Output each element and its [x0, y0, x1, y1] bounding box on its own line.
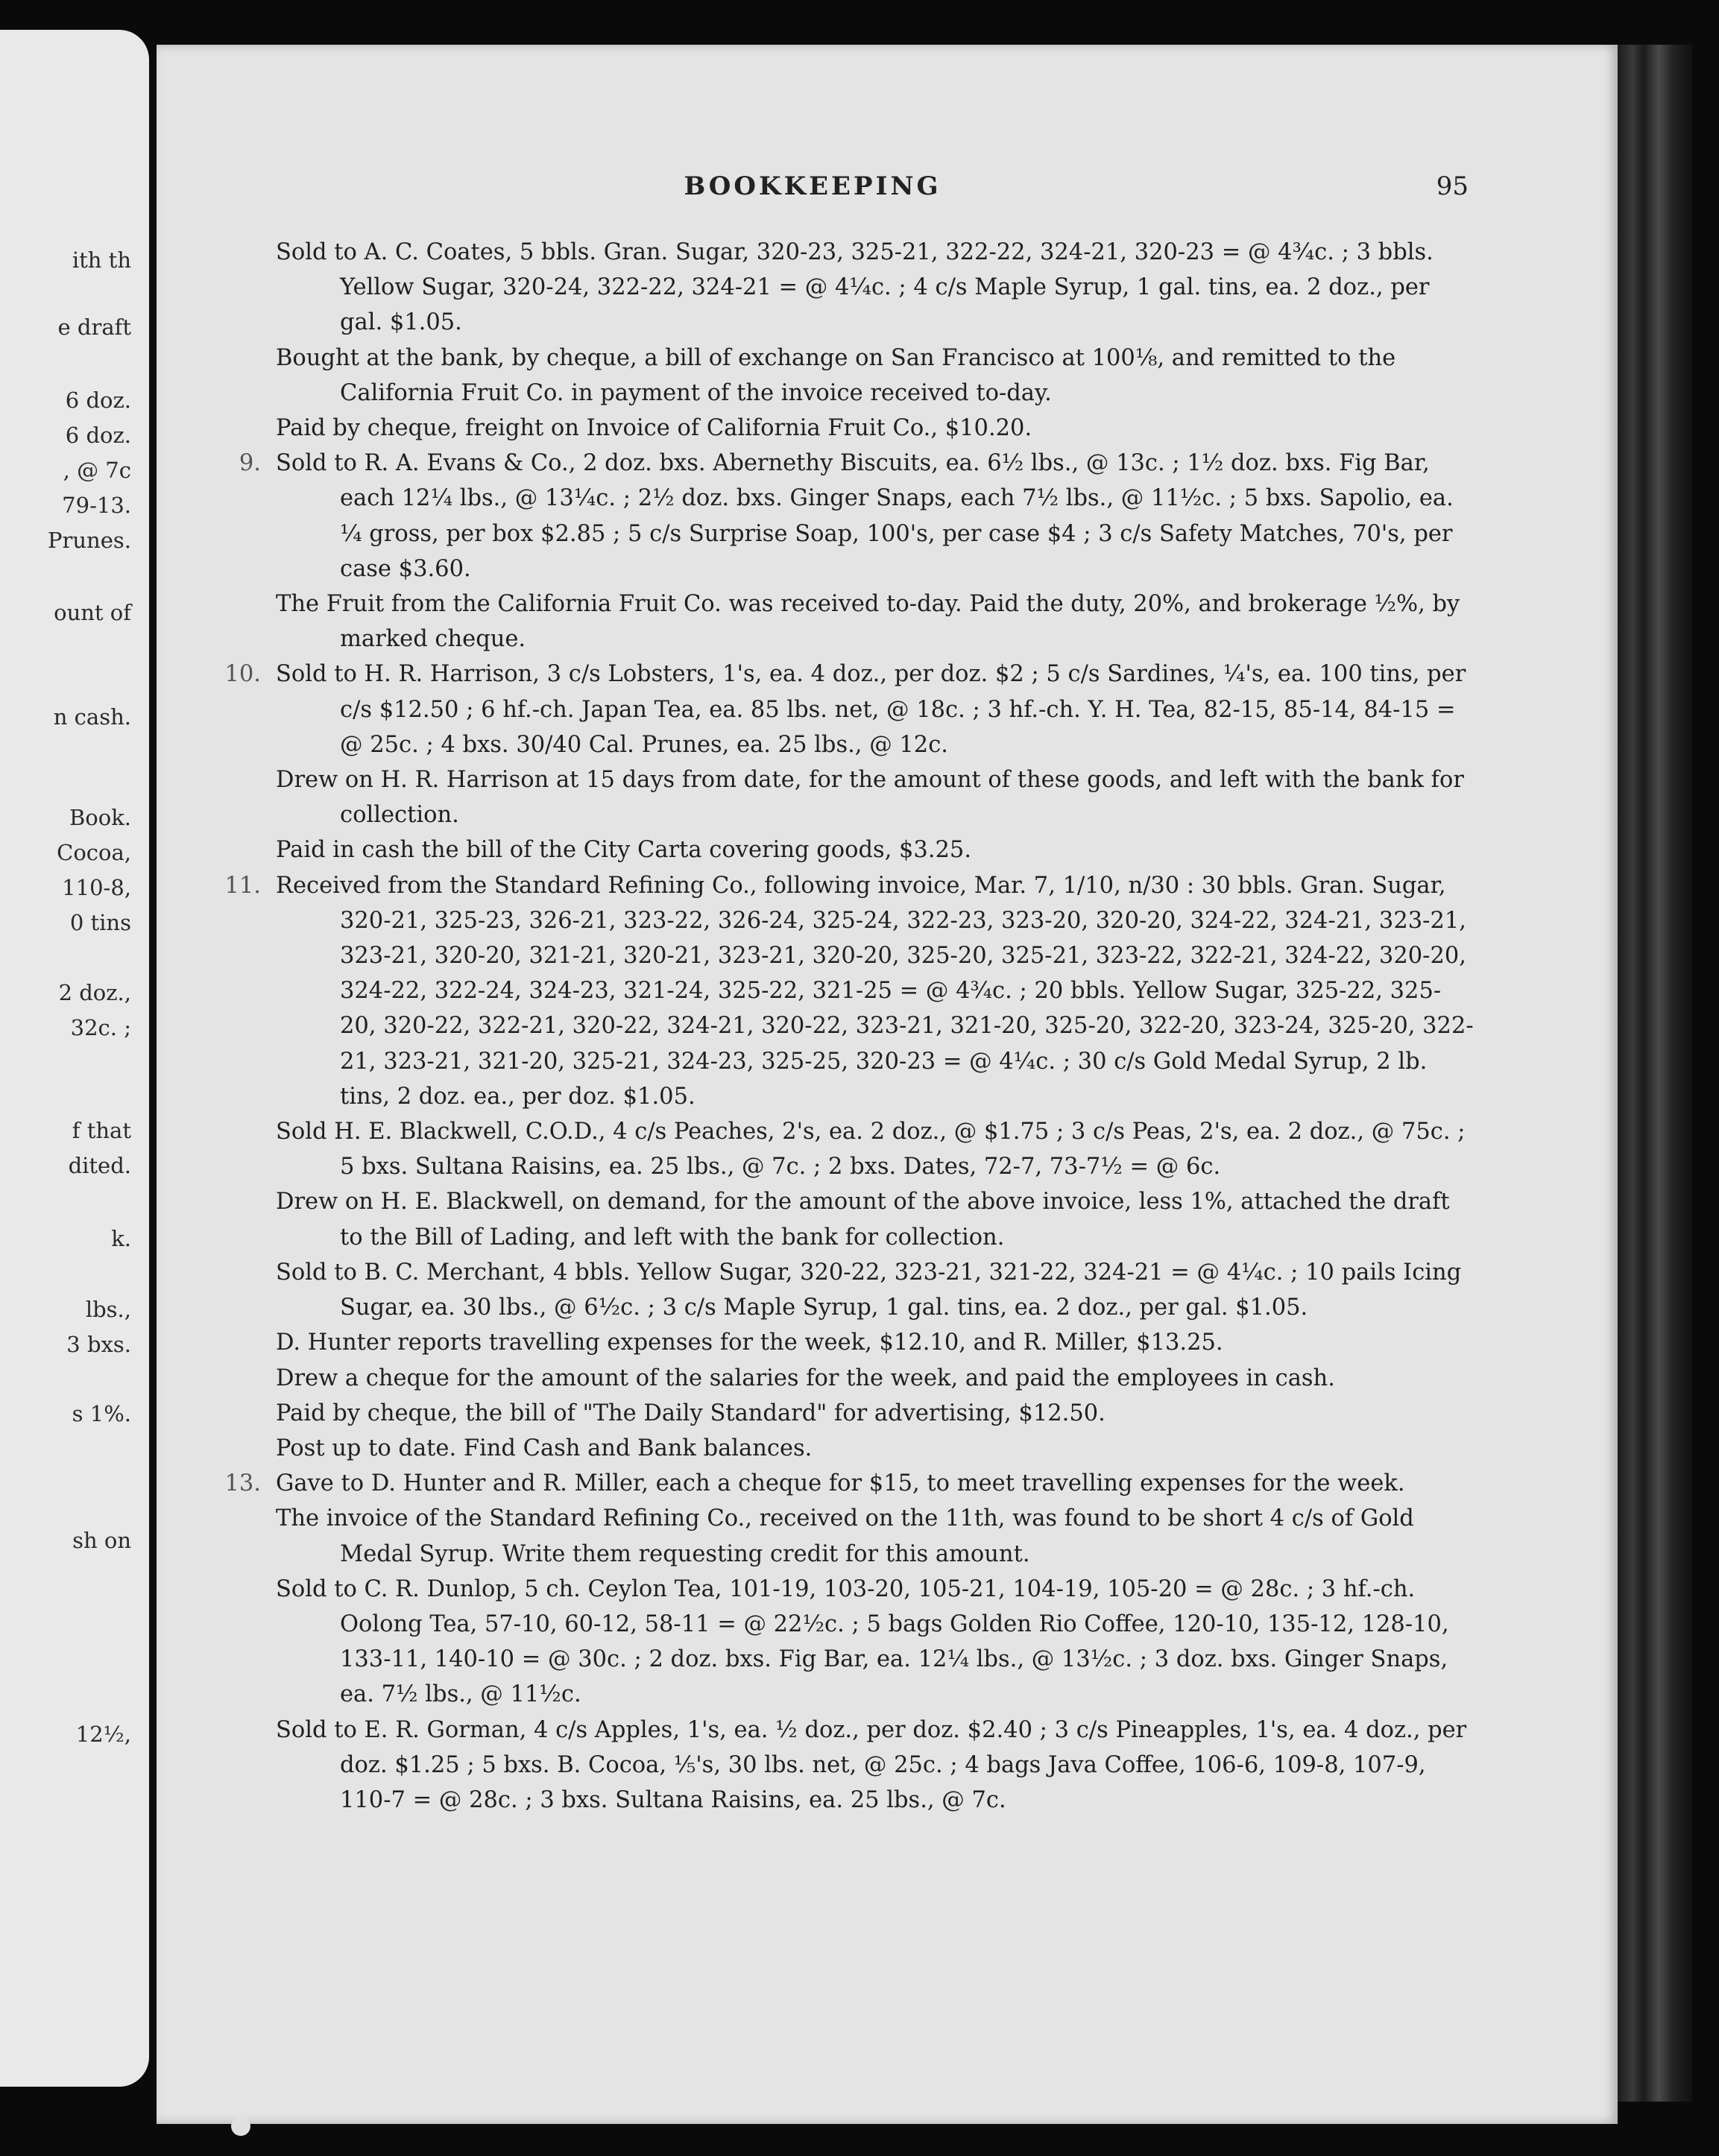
journal-entry [276, 832, 1476, 867]
entry-text: Bought at the bank, by cheque, a bill of exchange on San Francisco at 100⅛, and remitted to the California Fruit Co. in payment of the invoice received to-day. [276, 344, 1396, 406]
entry-text: Drew on H. E. Blackwell, on demand, for the amount of the above invoice, less 1%, attached the draft to the Bill of Lading, and left with the bank for collection. [276, 1189, 1450, 1251]
journal-entry [276, 235, 1476, 341]
entry-text: Post up to date. Find Cash and Bank balances. [276, 1435, 813, 1461]
journal-entry [276, 1572, 1476, 1713]
running-head: BOOKKEEPING [684, 171, 941, 201]
journal-entry [276, 1396, 1476, 1431]
left-fragment: Prunes. [48, 528, 131, 553]
left-fragment: dited. [68, 1153, 131, 1178]
journal-entry [224, 657, 1476, 762]
journal-entry [239, 446, 1476, 587]
entry-text: Sold to H. R. Harrison, 3 c/s Lobsters, 1's, ea. 4 doz., per doz. $2 ; 5 c/s Sardines, ¼'s, ea. 100 tins, per c/s $12.50 ; 6 hf.-ch. Japan Tea, ea. 85 lbs. net, @ 18c. ; 3 hf.-ch. Y. H. Tea, 82-15, 85-14, 84-15 = @ 25c. ; 4 bxs. 30/40 Cal. Prunes, ea. 25 lbs., @ 12c. [276, 661, 1466, 758]
entry-text: Sold to R. A. Evans & Co., 2 doz. bxs. Abernethy Biscuits, ea. 6½ lbs., @ 13c. ; 1½ doz. bxs. Fig Bar, each 12¼ lbs., @ 13¼c. ; 2½ doz. bxs. Ginger Snaps, each 7½ lbs., @ 11½c. ; 5 bxs. Sapolio, ea. ¼ gross, per box $2.85 ; 5 c/s Surprise Soap, 100's, per case $4 ; 3 c/s Safety Matches, 70's, per case $3.60. [276, 450, 1454, 582]
left-fragment: 32c. ; [70, 1015, 131, 1040]
left-fragment: lbs., [85, 1297, 131, 1322]
left-fragment: 6 doz. [65, 388, 131, 413]
left-fragment: 2 doz., [58, 980, 131, 1005]
entry-text: Paid by cheque, freight on Invoice of California Fruit Co., $10.20. [276, 415, 1032, 442]
left-fragment: ith th [72, 247, 131, 273]
left-fragment: k. [111, 1226, 131, 1251]
entry-text: D. Hunter reports travelling expenses for the week, $12.10, and R. Miller, $13.25. [276, 1330, 1223, 1356]
left-fragment: , @ 7c [63, 458, 131, 483]
entry-text: The Fruit from the California Fruit Co. was received to-day. Paid the duty, 20%, and brokerage ½%, by marked cheque. [276, 591, 1460, 653]
left-fragment: Cocoa, [57, 840, 131, 865]
journal-entry [276, 1361, 1476, 1396]
left-fragment: f that [72, 1118, 131, 1143]
journal-entry [224, 1466, 1476, 1501]
left-fragment: 3 bxs. [66, 1332, 131, 1357]
left-fragment: ount of [54, 600, 131, 625]
entry-text: Sold to A. C. Coates, 5 bbls. Gran. Sugar, 320-23, 325-21, 322-22, 324-21, 320-23 = @ 4¾c. ; 3 bbls. Yellow Sugar, 320-24, 322-22, 324-21 = @ 4¼c. ; 4 c/s Maple Syrup, 1 gal. tins, ea. 2 doz., per gal. $1.05. [276, 239, 1433, 336]
entry-text: Paid by cheque, the bill of "The Daily Standard" for advertising, $12.50. [276, 1400, 1105, 1426]
entry-text: Sold H. E. Blackwell, C.O.D., 4 c/s Peaches, 2's, ea. 2 doz., @ $1.75 ; 3 c/s Peas, 2's, ea. 2 doz., @ 75c. ; 5 bxs. Sultana Raisins, ea. 25 lbs., @ 7c. ; 2 bxs. Dates, 72-7, 73-7½ = @ 6c. [276, 1119, 1466, 1180]
journal-entry [276, 1114, 1476, 1184]
page-mark [231, 2117, 250, 2136]
journal-entry [276, 587, 1476, 657]
entry-date: 10. [224, 661, 261, 688]
entry-date: 11. [224, 872, 261, 899]
journal-entry [276, 411, 1476, 446]
journal-entry [224, 868, 1476, 1114]
journal-entry [276, 1325, 1476, 1360]
entry-text: Paid in cash the bill of the City Carta covering goods, $3.25. [276, 837, 972, 864]
left-fragment: sh on [72, 1528, 131, 1553]
journal-entry [276, 1501, 1476, 1571]
entry-date: 9. [239, 450, 261, 477]
entry-text: Gave to D. Hunter and R. Miller, each a cheque for $15, to meet travelling expenses for the week. [276, 1470, 1405, 1497]
entry-text: The invoice of the Standard Refining Co., received on the 11th, was found to be short 4 c/s of Gold Medal Syrup. Write them requesting credit for this amount. [276, 1505, 1414, 1567]
left-page-edge [0, 30, 149, 2087]
journal-entry [276, 341, 1476, 411]
left-fragment: n cash. [53, 704, 131, 730]
entry-text: Drew on H. R. Harrison at 15 days from date, for the amount of these goods, and left with the bank for collection. [276, 767, 1464, 829]
journal-entry [276, 762, 1476, 832]
entry-text: Drew a cheque for the amount of the salaries for the week, and paid the employees in cash. [276, 1365, 1335, 1391]
journal-entry [276, 1431, 1476, 1466]
page-header [157, 171, 1469, 209]
left-fragment: 12½, [75, 1722, 131, 1747]
left-fragment: 6 doz. [65, 423, 131, 448]
book-binding [1618, 45, 1692, 2102]
left-fragment: 79-13. [62, 493, 131, 518]
left-fragment: 110-8, [62, 875, 131, 900]
entry-text: Received from the Standard Refining Co., following invoice, Mar. 7, 1/10, n/30 : 30 bbls. Gran. Sugar, 320-21, 325-23, 326-21, 323-22, 326-24, 325-24, 322-23, 323-20, 320-20, 324-22, 324-21, 323-21, 323-21, 320-20, 321-21, 320-21, 323-21, 320-20, 325-20, 325-21, 323-22, 322-21, 324-22, 320-20, 324-22, 322-24, 324-23, 321-24, 325-22, 321-25 = @ 4¾c. ; 20 bbls. Yellow Sugar, 325-22, 325-20, 320-22, 322-21, 320-22, 324-21, 320-22, 323-21, 321-20, 325-20, 322-20, 323-24, 325-20, 322-21, 323-21, 321-20, 325-21, 324-23, 325-25, 320-23 = @ 4¼c. ; 30 c/s Gold Medal Syrup, 2 lb. tins, 2 doz. ea., per doz. $1.05. [276, 872, 1474, 1110]
left-fragment: s 1%. [72, 1401, 131, 1426]
left-fragment: e draft [57, 314, 131, 340]
entry-text: Sold to E. R. Gorman, 4 c/s Apples, 1's, ea. ½ doz., per doz. $2.40 ; 3 c/s Pineapples, 1's, ea. 4 doz., per doz. $1.25 ; 5 bxs. B. Cocoa, ⅕'s, 30 lbs. net, @ 25c. ; 4 bags Java Coffee, 106-6, 109-8, 107-9, 110-7 = @ 28c. ; 3 bxs. Sultana Raisins, ea. 25 lbs., @ 7c. [276, 1716, 1467, 1813]
journal-entry [276, 1713, 1476, 1818]
page-number: 95 [1436, 171, 1469, 201]
entry-text: Sold to B. C. Merchant, 4 bbls. Yellow Sugar, 320-22, 323-21, 321-22, 324-21 = @ 4¼c. ; 10 pails Icing Sugar, ea. 30 lbs., @ 6½c. ; 3 c/s Maple Syrup, 1 gal. tins, ea. 2 doz., per gal. $1.05. [276, 1259, 1462, 1321]
entry-date: 13. [224, 1470, 261, 1497]
left-fragment: Book. [69, 805, 131, 830]
journal-entries [224, 235, 1476, 1818]
journal-entry [276, 1255, 1476, 1325]
entry-text: Sold to C. R. Dunlop, 5 ch. Ceylon Tea, 101-19, 103-20, 105-21, 104-19, 105-20 = @ 28c. ; 3 hf.-ch. Oolong Tea, 57-10, 60-12, 58-11 = @ 22½c. ; 5 bags Golden Rio Coffee, 120-10, 135-12, 128-10, 133-11, 140-10 = @ 30c. ; 2 doz. bxs. Fig Bar, ea. 12¼ lbs., @ 13½c. ; 3 doz. bxs. Ginger Snaps, ea. 7½ lbs., @ 11½c. [276, 1575, 1449, 1708]
journal-entry [276, 1184, 1476, 1254]
left-fragment: 0 tins [69, 910, 131, 935]
